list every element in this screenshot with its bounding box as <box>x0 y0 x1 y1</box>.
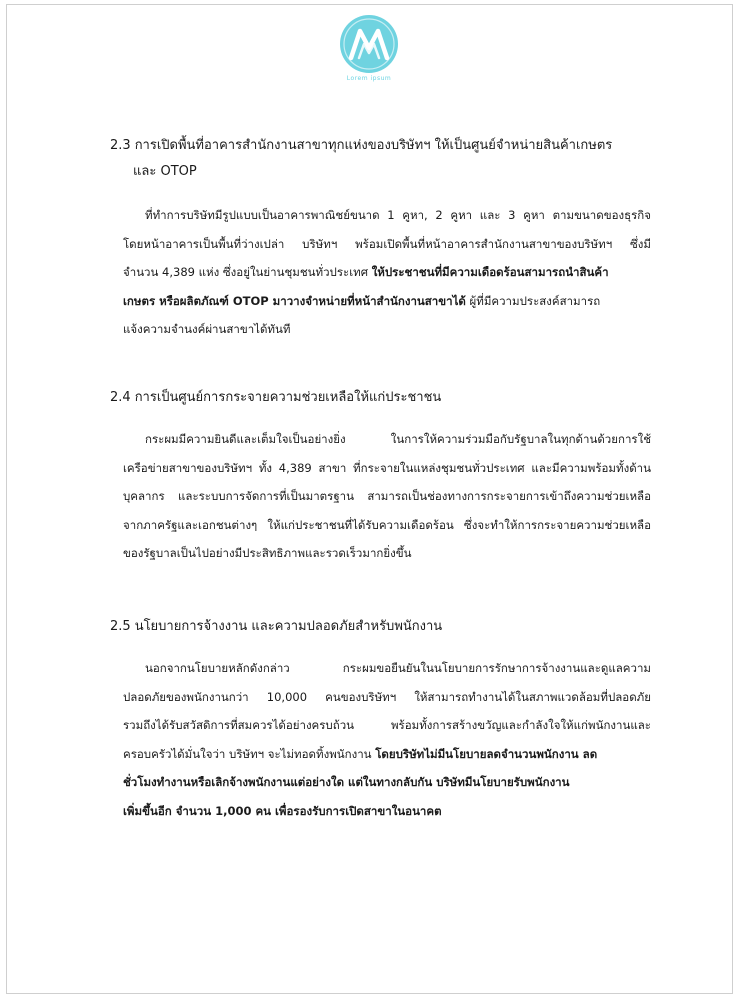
paragraph-line: จากภาครัฐและเอกชนต่างๆ ให้แก่ประชาชนที่ได้รับความเดือดร้อน ซึ่งจะทำให้การกระจายความช่วยเหลือ <box>123 517 651 532</box>
paragraph-line: โดยหน้าอาคารเป็นพื้นที่ว่างเปล่า บริษัทฯ พร้อมเปิดพื้นที่หน้าอาคารสำนักงานสาขาของบริษัทฯ ซึ่งมี <box>123 236 651 251</box>
section-heading-2-3 <box>110 133 612 159</box>
section-title: การเป็นศูนย์การกระจายความช่วยเหลือให้แก่ประชาชน <box>134 390 442 405</box>
paragraph-line: ที่ทำการบริษัทมีรูปแบบเป็นอาคารพาณิชย์ขนาด 1 คูหา, 2 คูหา และ 3 คูหา ตามขนาดของธุรกิจ <box>145 208 651 222</box>
section-title: การเปิดพื้นที่อาคารสำนักงานสาขาทุกแห่งของบริษัทฯ ให้เป็นศูนย์จำหน่ายสินค้าเกษตร <box>134 138 613 153</box>
paragraph-line: จำนวน 4,389 แห่ง ซึ่งอยู่ในย่านชุมชนทั่วประเทศ ให้ประชาชนที่มีความเดือดร้อนสามารถนำสินค้า <box>123 265 609 279</box>
paragraph-line: บุคลากร และระบบการจัดการที่เป็นมาตรฐาน สามารถเป็นช่องทางการกระจายการเข้าถึงความช่วยเหลือ <box>123 489 651 503</box>
section-2-4-paragraph <box>123 425 651 568</box>
section-number: 2.4 <box>110 390 131 405</box>
paragraph-line: เพิ่มขึ้นอีก จำนวน 1,000 คน เพื่อรองรับการเปิดสาขาในอนาคต <box>123 803 442 818</box>
paragraph-line: กระผมมีความยินดีและเต็มใจเป็นอย่างยิ่ง ในการให้ความร่วมมือกับรัฐบาลในทุกด้านด้วยการใช้ <box>145 432 651 446</box>
paragraph-line: เกษตร หรือผลิตภัณฑ์ OTOP มาวางจำหน่ายที่หน้าสำนักงานสาขาได้ ผู้ที่มีความประสงค์สามารถ <box>123 293 601 308</box>
paragraph-line: ครอบครัวได้มั่นใจว่า บริษัทฯ จะไม่ทอดทิ้งพนักงาน โดยบริษัทไม่มีนโยบายลดจำนวนพนักงาน ลด <box>123 746 598 761</box>
paragraph-line: ปลอดภัยของพนักงานกว่า 10,000 คนของบริษัทฯ ให้สามารถทำงานได้ในสภาพแวดล้อมที่ปลอดภัย <box>123 689 651 704</box>
paragraph-line: ของรัฐบาลเป็นไปอย่างมีประสิทธิภาพและรวดเร็วมากยิ่งขึ้น <box>123 546 412 560</box>
paragraph-line: เครือข่ายสาขาของบริษัทฯ ทั้ง 4,389 สาขา ที่กระจายในแหล่งชุมชนทั่วประเทศ และมีความพร้อมทั้งด้าน <box>123 460 651 475</box>
paragraph-line: นอกจากนโยบายหลักดังกล่าว กระผมขอยืนยันในนโยบายการรักษาการจ้างงานและดูแลความ <box>145 661 651 675</box>
section-number: 2.5 <box>110 619 131 634</box>
section-heading-2-3-cont: และ OTOP <box>133 164 197 179</box>
logo-caption: Lorem ipsum <box>346 75 392 82</box>
company-logo-icon <box>339 14 399 74</box>
paragraph-line: รวมถึงได้รับสวัสดิการที่สมควรได้อย่างครบถ้วน พร้อมทั้งการสร้างขวัญและกำลังใจให้แก่พนักงานและ <box>123 718 651 732</box>
section-title: นโยบายการจ้างงาน และความปลอดภัยสำหรับพนักงาน <box>134 619 443 634</box>
company-logo <box>336 14 402 94</box>
section-2-3-paragraph <box>123 201 651 344</box>
section-2-5-paragraph <box>123 654 651 825</box>
paragraph-line: แจ้งความจำนงค์ผ่านสาขาได้ทันที <box>123 322 291 336</box>
paragraph-line: ชั่วโมงทำงานหรือเลิกจ้างพนักงานแต่อย่างใด แต่ในทางกลับกัน บริษัทมีนโยบายรับพนักงาน <box>123 775 570 789</box>
section-heading-2-5 <box>110 614 442 640</box>
section-number: 2.3 <box>110 138 131 153</box>
section-heading-2-4 <box>110 385 441 411</box>
